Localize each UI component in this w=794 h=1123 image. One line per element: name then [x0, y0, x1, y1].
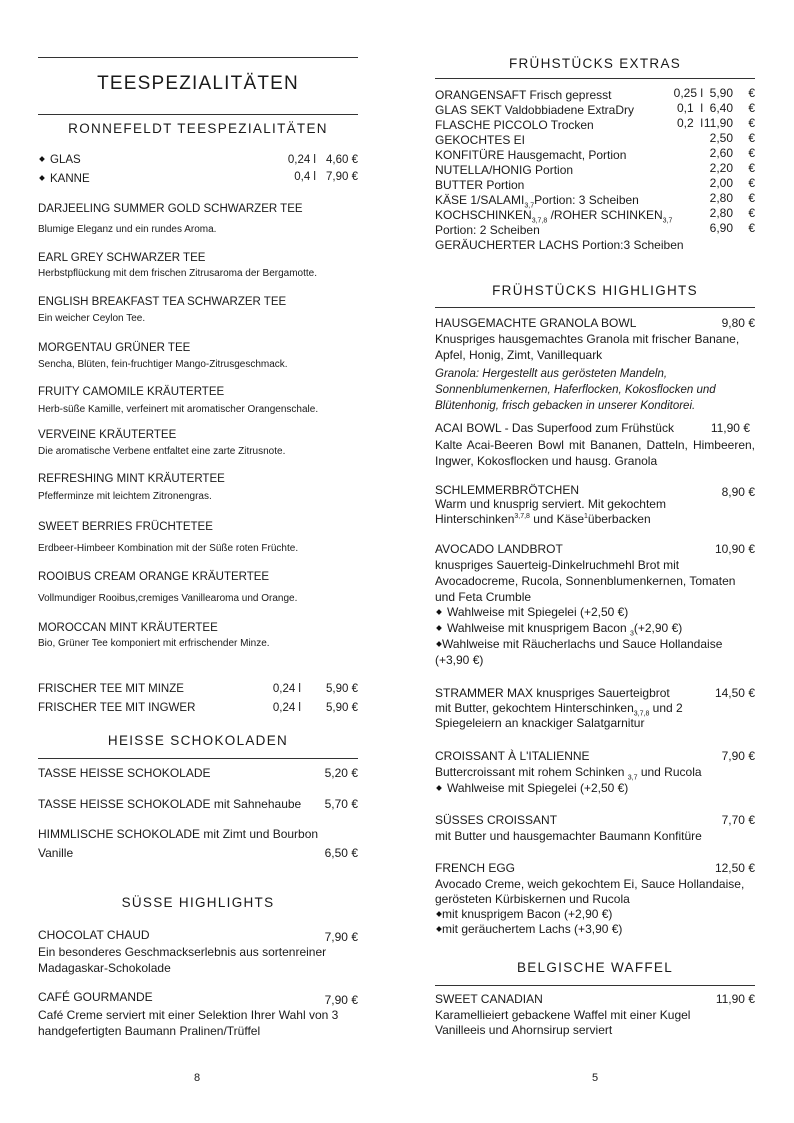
page-number: 8 [194, 1072, 201, 1084]
tea-name: MORGENTAU GRÜNER TEE [38, 342, 191, 354]
tea-name: SWEET BERRIES FRÜCHTETEE [38, 521, 213, 533]
extra-item-price: 2,60 [709, 146, 733, 160]
acai-price: 11,90 € [710, 421, 750, 435]
strammer-price: 14,50 € [714, 686, 755, 700]
size-kanne-price: 7,90 € [326, 171, 358, 183]
extra-item-name: FLASCHE PICCOLO Trocken [435, 118, 594, 132]
divider [38, 114, 358, 115]
extra-item-price: 11,90 [703, 116, 733, 130]
section-title-suesse: SÜSSE HIGHLIGHTS [121, 895, 275, 910]
french-desc-2: gerösteten Kürbiskernen und Rucola [435, 892, 630, 906]
extra-item-price: 2,50 [709, 131, 733, 145]
extra-item-name: Portion: 2 Scheiben [435, 223, 540, 237]
divider [435, 985, 755, 986]
tea-desc: Bio, Grüner Tee komponiert mit erfrischender Minze. [38, 638, 270, 649]
tea-name: EARL GREY SCHWARZER TEE [38, 252, 206, 264]
page-number: 5 [592, 1072, 599, 1084]
extra-item-currency: € [748, 101, 755, 115]
granola-price: 9,80 € [721, 316, 755, 330]
avocado-price: 10,90 € [714, 542, 755, 556]
divider [435, 78, 755, 79]
french-option: mit knusprigem Bacon (+2,90 €) [435, 907, 612, 921]
tea-name: VERVEINE KRÄUTERTEE [38, 429, 177, 441]
tea-desc: Pfefferminze mit leichtem Zitronengras. [38, 491, 212, 502]
divider [38, 758, 358, 759]
sweet-name: CHOCOLAT CHAUD [38, 928, 150, 942]
choc-price: 6,50 € [324, 846, 358, 860]
tea-name: ENGLISH BREAKFAST TEA SCHWARZER TEE [38, 296, 287, 308]
croissant-option: Wahlweise mit Spiegelei (+2,50 €) [435, 781, 628, 795]
tea-name: REFRESHING MINT KRÄUTERTEE [38, 473, 225, 485]
extra-item-currency: € [748, 86, 755, 100]
sweet-name: CAFÉ GOURMANDE [38, 990, 153, 1004]
waffel-price: 11,90 € [715, 992, 755, 1006]
tea-name: ROOIBUS CREAM ORANGE KRÄUTERTEE [38, 571, 270, 583]
tea-desc: Herbstpflückung mit dem frischen Zitrusaroma der Bergamotte. [38, 268, 317, 279]
strammer-name: STRAMMER MAX knuspriges Sauerteigbrot [435, 686, 670, 700]
section-title-ronnefeldt: RONNEFELDT TEESPEZIALITÄTEN [68, 121, 328, 136]
sweet-desc: Café Creme serviert mit einer Selektion Ihrer Wahl von 3 [38, 1008, 339, 1022]
tea-name: FRUITY CAMOMILE KRÄUTERTEE [38, 386, 225, 398]
extra-item-currency: € [748, 206, 755, 220]
divider [38, 57, 358, 58]
extra-item-price: 2,00 [709, 176, 733, 190]
extra-item-volume: 0,25 l [673, 86, 703, 100]
fresh-tea-name: FRISCHER TEE MIT INGWER [38, 702, 196, 714]
schlemmer-desc-2: Hinterschinken$^{3,7,8}$ und Käse$^1$überbacken [435, 512, 651, 526]
section-title-waffel: BELGISCHE WAFFEL [516, 960, 674, 975]
avocado-option-cont: (+3,90 €) [435, 653, 484, 667]
size-kanne-volume: 0,4 l [294, 171, 316, 183]
acai-desc: Kalte Acai-Beeren Bowl mit Bananen, Datteln, Himbeeren, Ingwer, Kokosflocken und hausg. Granola [435, 438, 755, 468]
granola-desc: Knuspriges hausgemachtes Granola mit frischer Banane, Apfel, Honig, Zimt, Vanillequark [435, 332, 740, 362]
extra-item-currency: € [748, 176, 755, 190]
extra-item-currency: € [748, 221, 755, 235]
extra-item-price: 2,80 [709, 191, 733, 205]
tea-desc: Erdbeer-Himbeer Kombination mit der Süße roten Früchte. [38, 543, 299, 554]
suess-desc: mit Butter und hausgemachter Baumann Konfitüre [435, 829, 702, 843]
tea-desc: Sencha, Blüten, fein-fruchtiger Mango-Zitrusgeschmack. [38, 359, 288, 370]
sweet-price: 7,90 € [324, 993, 358, 1007]
extra-item-volume: 0,1 l [676, 101, 703, 115]
suess-price: 7,70 € [721, 813, 755, 827]
croissant-desc: Buttercroissant mit rohem Schinken $_{3,7}$ und Rucola [435, 765, 702, 782]
french-option: mit geräuchertem Lachs (+3,90 €) [435, 922, 622, 936]
extra-item-currency: € [748, 161, 755, 175]
schlemmer-price: 8,90 € [721, 485, 755, 499]
tea-name: DARJEELING SUMMER GOLD SCHWARZER TEE [38, 203, 303, 215]
strammer-desc: mit Butter, gekochtem Hinterschinken$_{3,7,8}$ und 2 [435, 701, 683, 718]
choc-name: TASSE HEISSE SCHOKOLADE mit Sahnehaube [38, 797, 302, 811]
tea-desc: Herb-süße Kamille, verfeinert mit aromatischer Orangenschale. [38, 404, 319, 415]
fresh-tea-name: FRISCHER TEE MIT MINZE [38, 683, 184, 695]
tea-desc: Vollmundiger Rooibus,cremiges Vanillearoma und Orange. [38, 593, 298, 604]
sweet-price: 7,90 € [324, 930, 358, 944]
extra-item-name: GLAS SEKT Valdobbiadene ExtraDry [435, 103, 634, 117]
extra-item-price: 5,90 [709, 86, 733, 100]
suess-name: SÜSSES CROISSANT [435, 813, 558, 827]
extra-item-name: GERÄUCHERTER LACHS Portion:3 Scheiben [435, 238, 684, 252]
page-title: TEESPEZIALITÄTEN [97, 73, 299, 94]
section-title-highlights: FRÜHSTÜCKS HIGHLIGHTS [492, 283, 698, 298]
extra-item-currency: € [748, 146, 755, 160]
extra-item-currency: € [748, 191, 755, 205]
fresh-tea-price: 5,90 € [326, 702, 358, 714]
extra-item-name: NUTELLA/HONIG Portion [435, 163, 574, 177]
extra-item-name: $KOCHSCHINKEN_{3,7,8}$ /ROHER $SCHINKEN_{3,7}$ [435, 208, 673, 225]
section-title-schokolade: HEISSE SCHOKOLADEN [107, 733, 289, 748]
avocado-option: Wahlweise mit knusprigem Bacon $_3$(+2,90 €) [435, 621, 682, 637]
diamond-icon [39, 157, 45, 163]
extra-item-name: GEKOCHTES EI [435, 133, 526, 147]
croissant-price: 7,90 € [721, 749, 755, 763]
diamond-icon [436, 911, 442, 917]
extra-item-currency: € [748, 116, 755, 130]
divider [435, 307, 755, 308]
extra-item-name: KONFITÜRE Hausgemacht, Portion [435, 148, 627, 162]
diamond-icon [39, 176, 45, 182]
acai-name: ACAI BOWL - Das Superfood zum Frühstück [435, 421, 674, 435]
sweet-desc: Madagaskar-Schokolade [38, 961, 171, 975]
extra-item-name: KÄSE $1/SALAMI_{3,7}Portion$: 3 Scheiben [435, 193, 639, 210]
size-glas-label: GLAS [38, 154, 81, 166]
diamond-icon [436, 785, 442, 791]
strammer-desc-2: Spiegeleiern an knackiger Salatgarnitur [435, 716, 645, 730]
waffel-desc: Karamellieiert gebackene Waffel mit einer Kugel [435, 1008, 691, 1022]
avocado-option: Wahlweise mit Räucherlachs und Sauce Hollandaise [435, 637, 722, 651]
avocado-name: AVOCADO LANDBROT [435, 542, 563, 556]
avocado-option: Wahlweise mit Spiegelei (+2,50 €) [435, 605, 628, 619]
extra-item-price: 2,80 [709, 206, 733, 220]
avocado-desc: knuspriges Sauerteig-Dinkelruchmehl Brot mit Avocadocreme, Rucola, Sonnenblumenkernen, Tomaten und Feta Crumble [435, 558, 736, 604]
extra-item-volume: 0,2 l [676, 116, 703, 130]
granola-note: Granola: Hergestellt aus gerösteten Mandeln, Sonnenblumenkernen, Haferflocken, Kokosflocken und Blütenhonig, frisch gebacken in unserer Konditorei. [435, 368, 716, 412]
schlemmer-desc: Warm und knusprig serviert. Mit gekochtem [435, 497, 666, 511]
extra-item-name: BUTTER Portion [435, 178, 525, 192]
sweet-desc: Ein besonderes Geschmackserlebnis aus sortenreiner [38, 945, 327, 959]
french-price: 12,50 € [714, 861, 755, 875]
choc-name: HIMMLISCHE SCHOKOLADE mit Zimt und Bourbon [38, 827, 319, 841]
size-kanne-label: KANNE [38, 173, 90, 185]
waffel-desc-2: Vanilleeis und Ahornsirup serviert [435, 1023, 613, 1037]
tea-desc: Blumige Eleganz und ein rundes Aroma. [38, 224, 217, 235]
tea-name: MOROCCAN MINT KRÄUTERTEE [38, 622, 218, 634]
extra-item-price: 6,40 [709, 101, 733, 115]
french-desc: Avocado Creme, weich gekochtem Ei, Sauce Hollandaise, [435, 877, 745, 891]
granola-name: HAUSGEMACHTE GRANOLA BOWL [435, 316, 637, 330]
diamond-icon [436, 609, 442, 615]
fresh-tea-volume: 0,24 l [272, 683, 301, 695]
fresh-tea-volume: 0,24 l [272, 702, 301, 714]
diamond-icon [436, 926, 442, 932]
size-glas-price: 4,60 € [326, 154, 358, 166]
choc-name: TASSE HEISSE SCHOKOLADE [38, 766, 211, 780]
french-name: FRENCH EGG [435, 861, 516, 875]
croissant-name: CROISSANT À L'ITALIENNE [435, 749, 590, 763]
diamond-icon [436, 641, 442, 647]
extra-item-currency: € [748, 131, 755, 145]
section-title-extras: FRÜHSTÜCKS EXTRAS [508, 56, 682, 71]
sweet-desc: handgefertigten Baumann Pralinen/Trüffel [38, 1024, 261, 1038]
extra-item-price: 6,90 [709, 221, 733, 235]
size-glas-volume: 0,24 l [287, 154, 316, 166]
choc-price: 5,20 € [324, 766, 358, 780]
diamond-icon [436, 625, 442, 631]
extra-item-name: ORANGENSAFT Frisch gepresst [435, 88, 612, 102]
extra-item-price: 2,20 [709, 161, 733, 175]
choc-price: 5,70 € [324, 797, 358, 811]
tea-desc: Die aromatische Verbene entfaltet eine zarte Zitrusnote. [38, 446, 286, 457]
waffel-name: SWEET CANADIAN [435, 992, 543, 1006]
fresh-tea-price: 5,90 € [326, 683, 358, 695]
tea-desc: Ein weicher Ceylon Tee. [38, 313, 146, 324]
choc-name-cont: Vanille [38, 846, 74, 860]
schlemmer-name: SCHLEMMERBRÖTCHEN [435, 483, 580, 497]
